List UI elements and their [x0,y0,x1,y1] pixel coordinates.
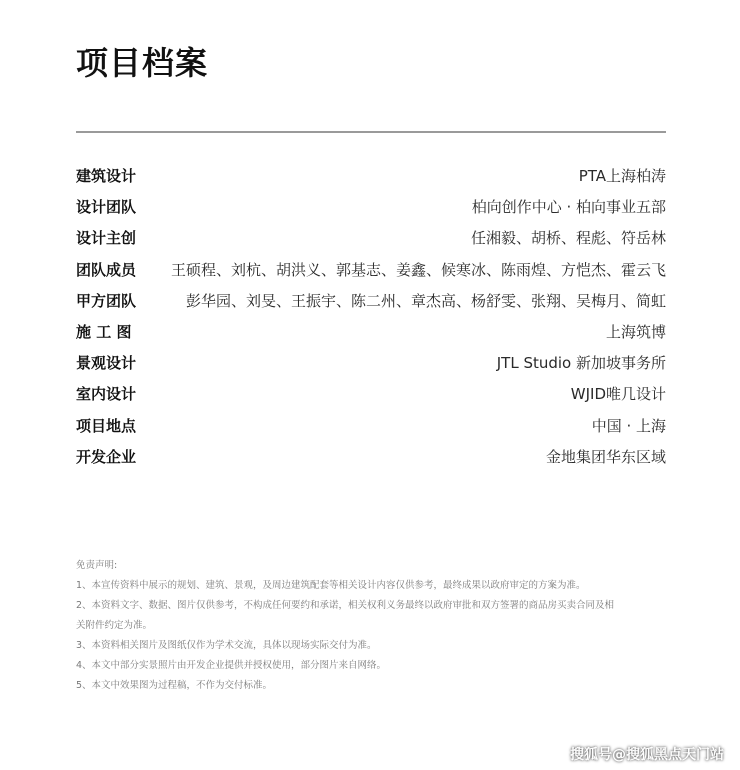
archive-value: 中国 · 上海 [591,416,666,435]
archive-label: 室内设计 [76,385,137,404]
archive-label: 团队成员 [76,260,137,279]
disclaimer-line: 2、本资料文字、数据、图片仅供参考，不构成任何要约和承诺，相关权利义务最终以政府审批和双方签署的商品房买卖合同及相 [76,600,615,611]
archive-row-team-members [76,254,666,285]
disclaimer-heading: 免责声明: [76,560,118,571]
archive-value: PTA上海柏涛 [578,167,666,186]
archive-label: 开发企业 [76,447,137,466]
archive-value: JTL Studio 新加坡事务所 [496,354,666,373]
archive-label: 建筑设计 [76,167,137,186]
archive-value: 王硕程、刘杭、胡洪义、郭基志、姜鑫、候寒冰、陈雨煌、方恺杰、霍云飞 [170,260,666,279]
archive-row-design-team [76,191,666,222]
archive-row-construction-drawings [76,316,666,347]
archive-row-interior [76,378,666,409]
archive-value: 任湘毅、胡桥、程彪、符岳林 [470,229,666,248]
disclaimer-line: 5、本文中效果图为过程稿，不作为交付标准。 [76,680,273,691]
archive-label: 设计主创 [76,229,137,248]
disclaimer-line: 3、本资料相关图片及图纸仅作为学术交流，具体以现场实际交付为准。 [76,640,377,651]
disclaimer-line: 4、本文中部分实景照片由开发企业提供并授权使用，部分图片来自网络。 [76,660,387,671]
source-watermark: 搜狐号@搜狐黑点天门站 [570,747,724,763]
archive-row-location [76,410,666,441]
page-title: 项目档案 [76,44,209,82]
archive-value: 柏向创作中心 · 柏向事业五部 [471,198,666,217]
archive-value: 彭华园、刘旻、王振宇、陈二州、章杰高、杨舒雯、张翔、吴梅月、简虹 [185,291,666,310]
archive-row-developer [76,441,666,472]
archive-label: 施 工 图 [76,323,132,342]
disclaimer-line: 关附件约定为准。 [76,620,153,631]
archive-row-architecture [76,160,666,191]
disclaimer-line: 1、本宣传资料中展示的规划、建筑、景观，及周边建筑配套等相关设计内容仅供参考，最终成果以政府审定的方案为准。 [76,580,586,591]
archive-label: 景观设计 [76,354,137,373]
disclaimer [76,556,670,696]
archive-label: 设计团队 [76,198,137,217]
archive-table [76,160,666,472]
archive-value: 上海筑博 [605,323,666,342]
archive-value: 金地集团华东区域 [545,447,666,466]
title-divider [76,131,666,133]
archive-label: 项目地点 [76,416,137,435]
archive-label: 甲方团队 [76,291,137,310]
archive-value: WJID唯几设计 [570,385,666,404]
archive-row-landscape [76,347,666,378]
archive-row-lead-designers [76,222,666,253]
archive-row-client-team [76,285,666,316]
